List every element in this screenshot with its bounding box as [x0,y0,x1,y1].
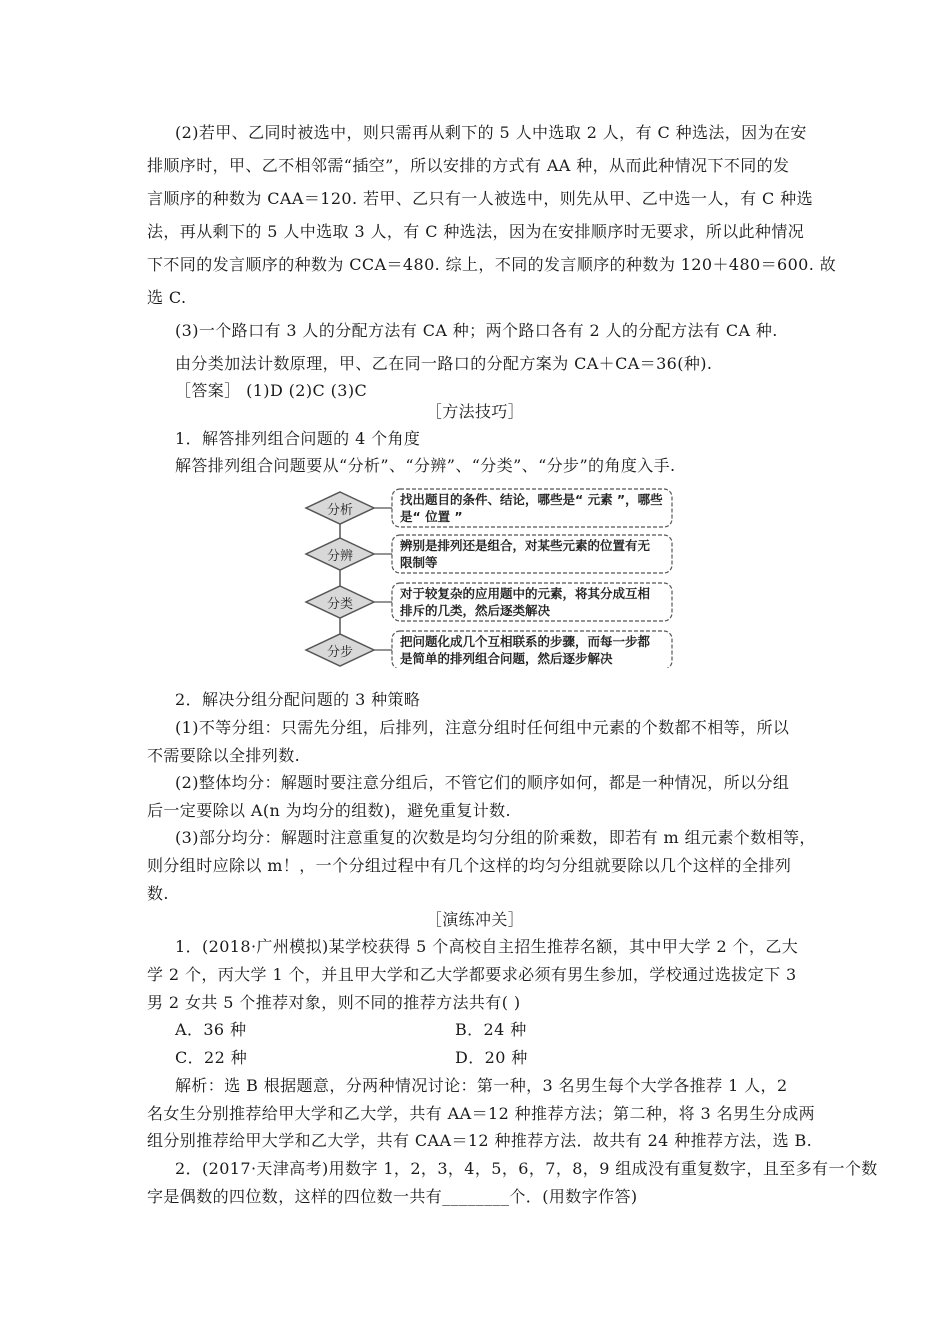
solution-line: 名女生分别推荐给甲大学和乙大学，共有 AA＝12 种推荐方法；第二种，将 3 名男生分成两 [147,1104,815,1123]
option-c: C．22 种 [175,1048,248,1067]
diagram-text: 辨别是排列还是组合，对某些元素的位置有无 [400,538,651,553]
text-line: 由分类加法计数原理，甲、乙在同一路口的分配方案为 CA＋CA＝36(种). [175,354,713,373]
text-line: 排顺序时，甲、乙不相邻需“插空”，所以安排的方式有 AA 种，从而此种情况下不同的发 [147,156,790,175]
question-line: 学 2 个，丙大学 1 个，并且甲大学和乙大学都要求必须有男生参加，学校通过选拔定下 3 [147,965,797,984]
text-line: (2)若甲、乙同时被选中，则只需再从剩下的 5 人中选取 2 人，有 C 种选法，因为在安 [175,123,807,142]
diagram-text: 把问题化成几个互相联系的步骤，而每一步都 [400,634,651,649]
question-line: 1．(2018·广州模拟)某学校获得 5 个高校自主招生推荐名额，其中甲大学 2 个，乙大 [175,937,799,956]
text-line: 则分组时应除以 m！，一个分组过程中有几个这样的均匀分组就要除以几个这样的全排列 [147,856,792,875]
text-line: (1)不等分组：只需先分组，后排列，注意分组时任何组中元素的个数都不相等，所以 [175,718,790,737]
text-line: 后一定要除以 A(n 为均分的组数)，避免重复计数. [147,801,512,820]
text-line: 选 C. [147,288,187,307]
option-b: B．24 种 [455,1020,527,1039]
subheading: 2．解决分组分配问题的 3 种策略 [175,690,421,709]
subheading: 1．解答排列组合问题的 4 个角度 [175,429,421,448]
question-line: 2．(2017·天津高考)用数字 1，2，3，4，5，6，7，8，9 组成没有重复数字，且至多有一个数 [175,1159,878,1178]
diagram-text: 找出题目的条件、结论，哪些是“ 元素 ”，哪些 [400,492,663,507]
text-line: 言顺序的种数为 CAA＝120. 若甲、乙只有一人被选中，则先从甲、乙中选一人，有 C 种选 [147,189,813,208]
text-line: (2)整体均分：解题时要注意分组后，不管它们的顺序如何，都是一种情况，所以分组 [175,773,790,792]
option-a: A．36 种 [175,1020,247,1039]
answer-line: ［答案］ (1)D (2)C (3)C [175,381,368,400]
diagram-label: 分辨 [326,549,353,564]
method-diagram [300,488,680,668]
diagram-text: 是简单的排列组合问题，然后逐步解决 [400,651,613,666]
diagram-label: 分析 [326,503,353,518]
diagram-text: 限制等 [400,555,438,570]
diagram-label: 分步 [326,645,353,660]
section-heading-method: ［方法技巧］ [425,402,525,421]
solution-line: 解析：选 B 根据题意，分两种情况讨论：第一种，3 名男生每个大学各推荐 1 人，2 [175,1076,788,1095]
question-line: 男 2 女共 5 个推荐对象，则不同的推荐方法共有( ) [147,993,521,1012]
diagram-text: 排斥的几类，然后逐类解决 [400,603,551,618]
text-line: 解答排列组合问题要从“分析”、“分辨”、“分类”、“分步”的角度入手. [175,456,676,475]
question-line: 字是偶数的四位数，这样的四位数一共有________个．(用数字作答) [147,1187,638,1206]
diagram-text: 是“ 位置 ” [400,509,463,524]
text-line: 不需要除以全排列数. [147,746,301,765]
option-d: D．20 种 [455,1048,528,1067]
text-line: (3)一个路口有 3 人的分配方法有 CA 种；两个路口各有 2 人的分配方法有 CA 种. [175,321,778,340]
text-line: 法，再从剩下的 5 人中选取 3 人，有 C 种选法，因为在安排顺序时无要求，所以此种情况 [147,222,805,241]
text-line: 数. [147,884,169,903]
diagram-label: 分类 [326,597,353,612]
text-line: 下不同的发言顺序的种数为 CCA＝480. 综上，不同的发言顺序的种数为 120＋480＝600. 故 [147,255,837,274]
diagram-text: 对于较复杂的应用题中的元素，将其分成互相 [400,586,651,601]
text-line: (3)部分均分：解题时注意重复的次数是均匀分组的阶乘数，即若有 m 组元素个数相等， [175,828,816,847]
section-heading-practice: ［演练冲关］ [425,910,525,929]
solution-line: 组分别推荐给甲大学和乙大学，共有 CAA＝12 种推荐方法．故共有 24 种推荐方法，选 B. [147,1131,813,1150]
